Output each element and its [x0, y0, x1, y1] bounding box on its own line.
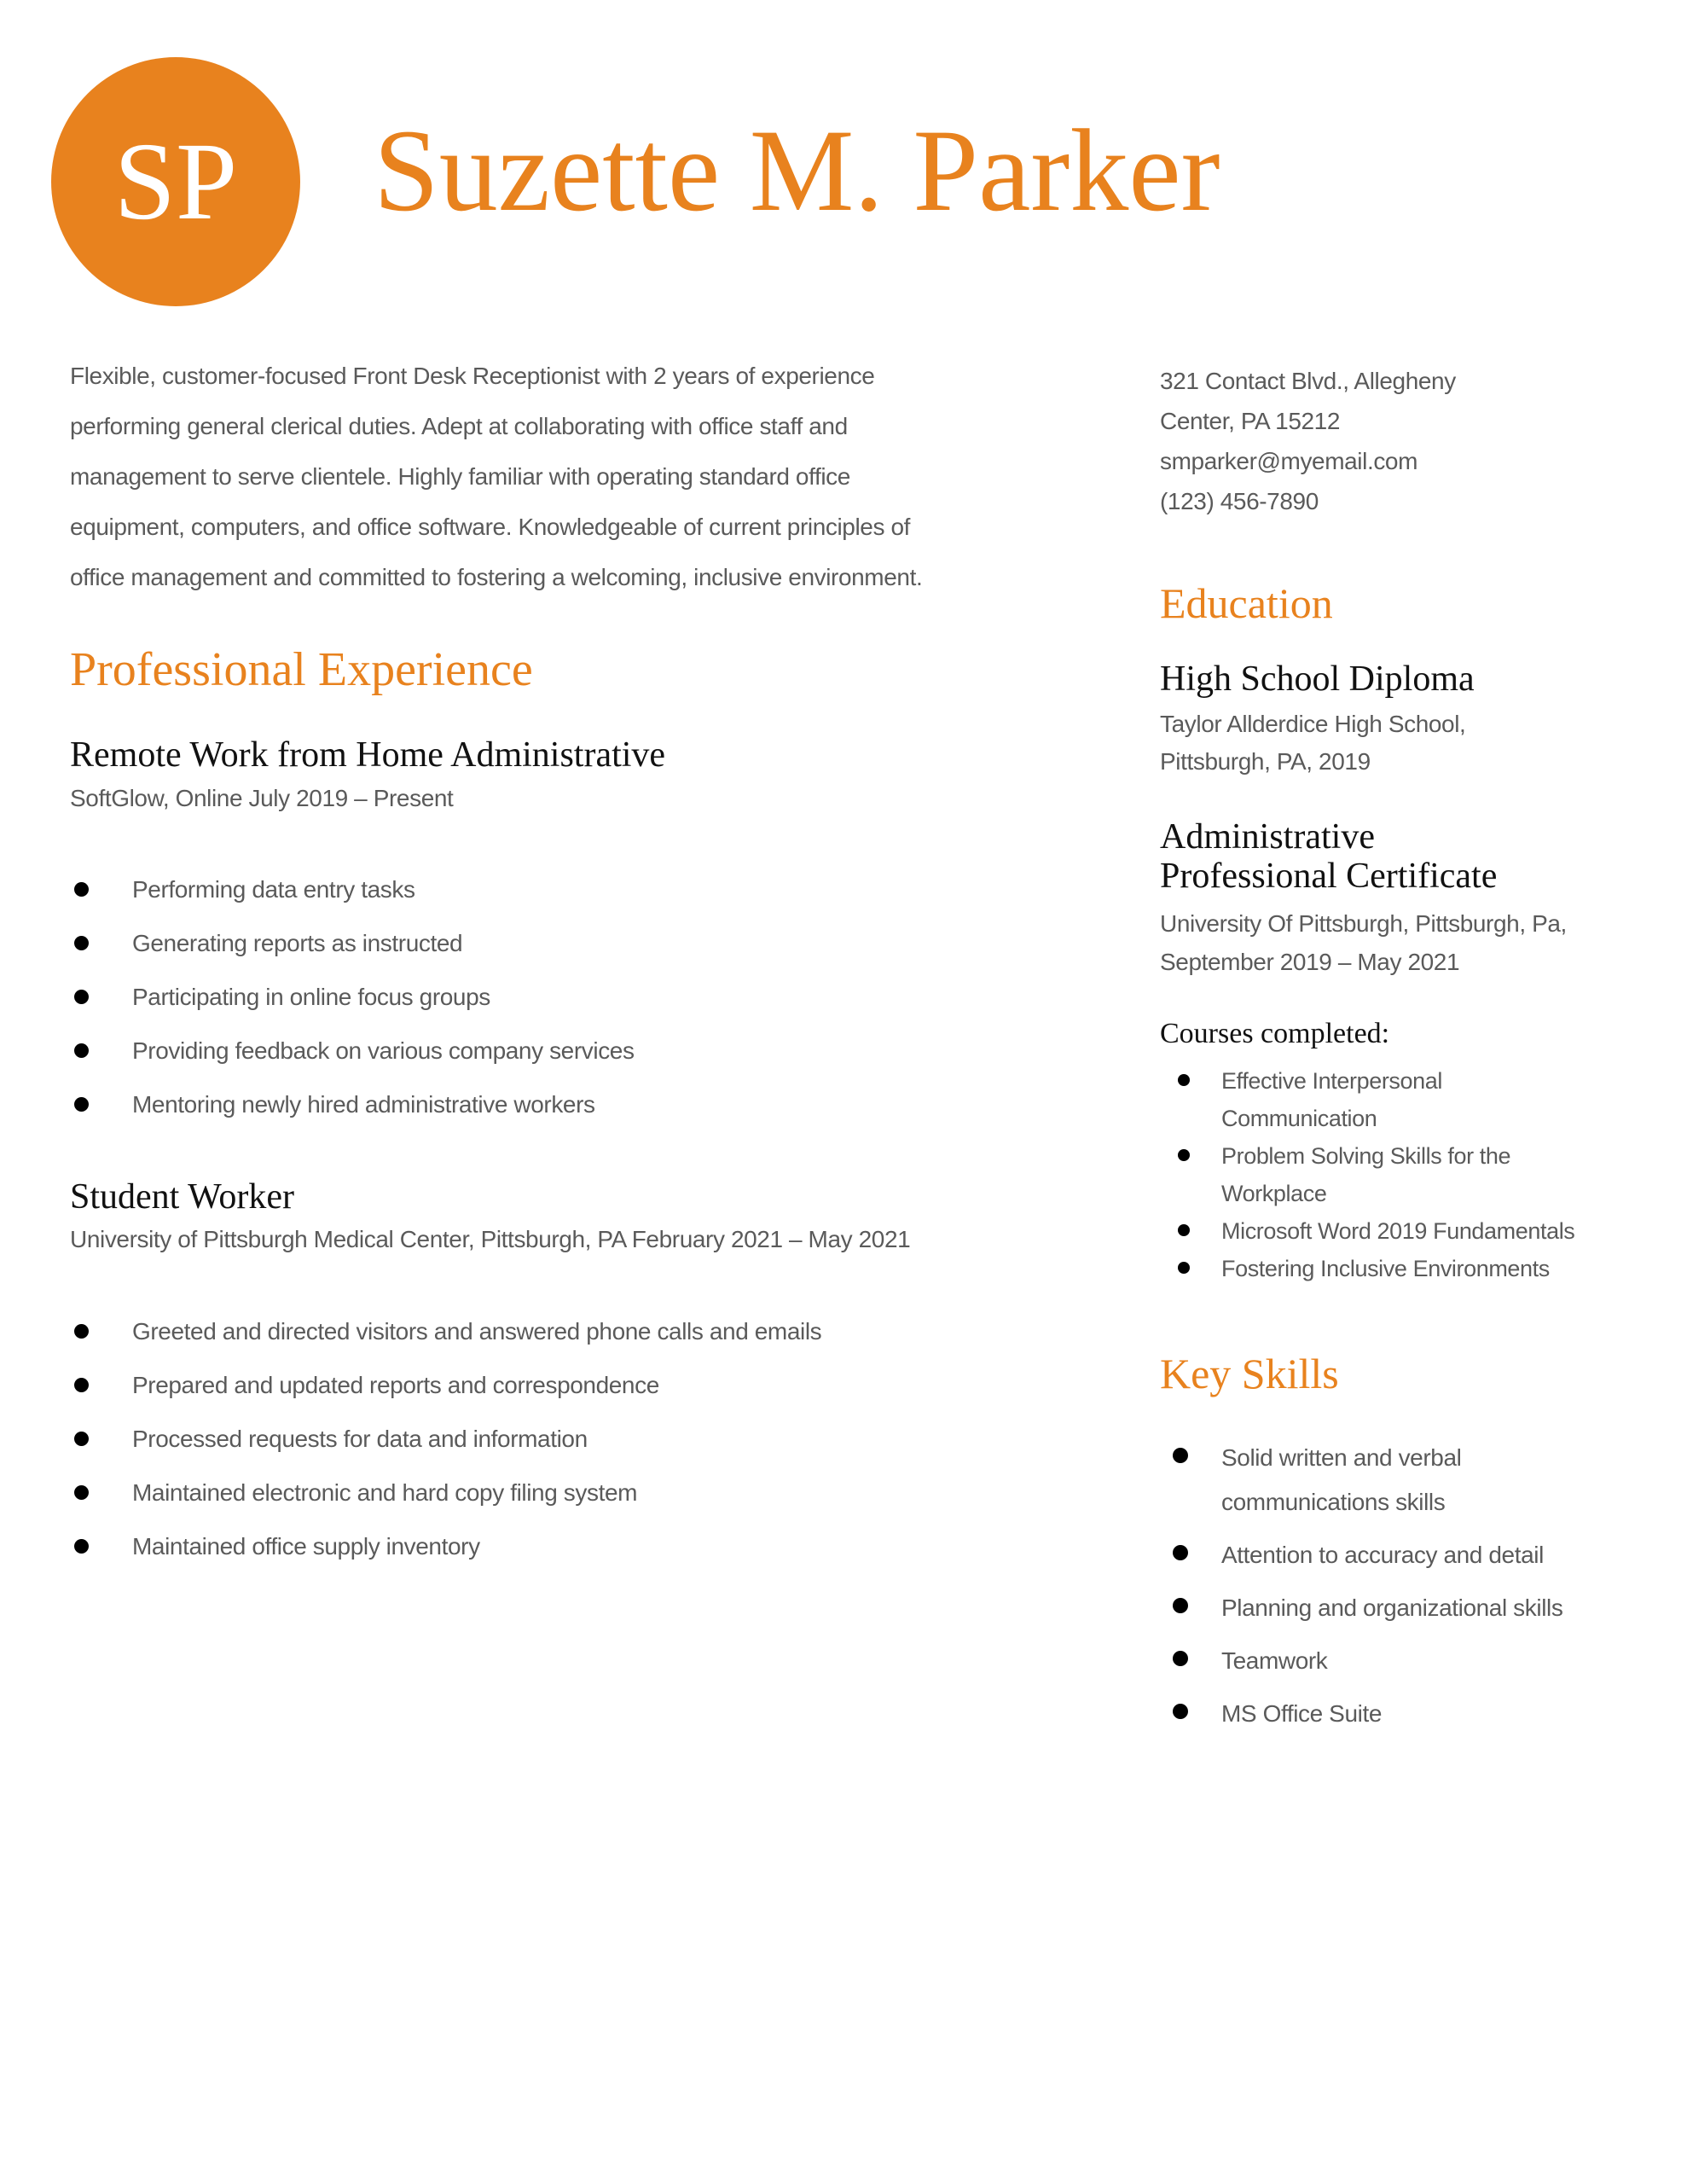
bullet-icon	[74, 1324, 89, 1339]
candidate-name: Suzette M. Parker	[374, 105, 1220, 235]
list-item: Performing data entry tasks	[70, 874, 635, 928]
initials: SP	[113, 120, 238, 243]
experience-heading: Professional Experience	[70, 643, 533, 696]
list-item: Attention to accuracy and detail	[1173, 1533, 1562, 1577]
degree-details	[1160, 904, 1567, 981]
contact-address: 321 Contact Blvd., Allegheny	[1160, 368, 1456, 394]
bullet-icon	[74, 1485, 89, 1500]
bullet-icon	[74, 1378, 89, 1392]
bullet-icon	[74, 936, 89, 950]
contact-block	[1160, 361, 1456, 521]
bullet-icon	[1173, 1598, 1188, 1613]
degree-title-line: Professional Certificate	[1160, 857, 1498, 896]
job-bullets	[70, 874, 635, 1143]
summary-line: management to serve clientele. Highly familiar with operating standard office	[70, 463, 850, 490]
bullet-icon	[1178, 1074, 1190, 1086]
degree-title	[1160, 817, 1497, 896]
list-item: Participating in online focus groups	[70, 982, 635, 1036]
summary	[70, 357, 1051, 608]
degree-school: Taylor Allderdice High School,	[1160, 711, 1466, 737]
bullet-icon	[1173, 1545, 1188, 1560]
list-item: Problem Solving Skills for the Workplace	[1177, 1137, 1574, 1212]
summary-line: Flexible, customer-focused Front Desk Receptionist with 2 years of experience	[70, 363, 875, 389]
list-item: Teamwork	[1173, 1639, 1562, 1683]
list-item: MS Office Suite	[1173, 1692, 1562, 1736]
job-subtitle: SoftGlow, Online July 2019 – Present	[70, 785, 454, 811]
bullet-icon	[74, 1043, 89, 1058]
summary-line: office management and committed to fostering a welcoming, inclusive environment.	[70, 564, 923, 590]
list-item: Maintained electronic and hard copy filing system	[70, 1478, 821, 1531]
bullet-icon	[1178, 1149, 1190, 1161]
initials-avatar	[51, 57, 300, 306]
skills-heading: Key Skills	[1160, 1350, 1339, 1397]
list-item: Fostering Inclusive Environments	[1177, 1250, 1574, 1287]
list-item: Generating reports as instructed	[70, 928, 635, 982]
bullet-icon	[74, 990, 89, 1004]
bullet-icon	[1178, 1224, 1190, 1236]
list-item: Processed requests for data and information	[70, 1424, 821, 1478]
contact-address: Center, PA 15212	[1160, 408, 1341, 434]
bullet-icon	[74, 1539, 89, 1554]
courses-heading: Courses completed:	[1160, 1018, 1390, 1049]
degree-dates: September 2019 – May 2021	[1160, 949, 1460, 975]
list-item: Solid written and verbal communications skills	[1173, 1436, 1562, 1525]
bullet-icon	[1173, 1651, 1188, 1666]
bullet-icon	[1178, 1262, 1190, 1274]
job-bullets	[70, 1316, 821, 1585]
degree-title: High School Diploma	[1160, 659, 1475, 699]
job-subtitle: University of Pittsburgh Medical Center, Pittsburgh, PA February 2021 – May 2021	[70, 1226, 911, 1252]
degree-school: University Of Pittsburgh, Pittsburgh, Pa,	[1160, 910, 1567, 937]
degree-location: Pittsburgh, PA, 2019	[1160, 748, 1371, 775]
job-title: Remote Work from Home Administrative	[70, 735, 666, 775]
summary-line: equipment, computers, and office software. Knowledgeable of current principles of	[70, 514, 910, 540]
contact-email: smparker@myemail.com	[1160, 448, 1418, 474]
list-item: Planning and organizational skills	[1173, 1586, 1562, 1630]
job-title: Student Worker	[70, 1177, 294, 1217]
list-item: Mentoring newly hired administrative workers	[70, 1089, 635, 1143]
list-item: Microsoft Word 2019 Fundamentals	[1177, 1212, 1574, 1250]
degree-details	[1160, 706, 1465, 781]
skills-list	[1173, 1436, 1562, 1745]
list-item: Maintained office supply inventory	[70, 1531, 821, 1585]
bullet-icon	[1173, 1448, 1188, 1463]
list-item: Providing feedback on various company services	[70, 1036, 635, 1089]
contact-phone: (123) 456-7890	[1160, 488, 1319, 514]
bullet-icon	[74, 882, 89, 897]
list-item: Effective Interpersonal Communication	[1177, 1062, 1574, 1137]
bullet-icon	[74, 1432, 89, 1446]
courses-list	[1177, 1062, 1574, 1287]
list-item: Prepared and updated reports and correspondence	[70, 1370, 821, 1424]
list-item: Greeted and directed visitors and answered phone calls and emails	[70, 1316, 821, 1370]
degree-title-line: Administrative	[1160, 817, 1375, 857]
bullet-icon	[1173, 1704, 1188, 1719]
summary-line: performing general clerical duties. Adept at collaborating with office staff and	[70, 413, 848, 439]
education-heading: Education	[1160, 579, 1333, 627]
bullet-icon	[74, 1097, 89, 1112]
